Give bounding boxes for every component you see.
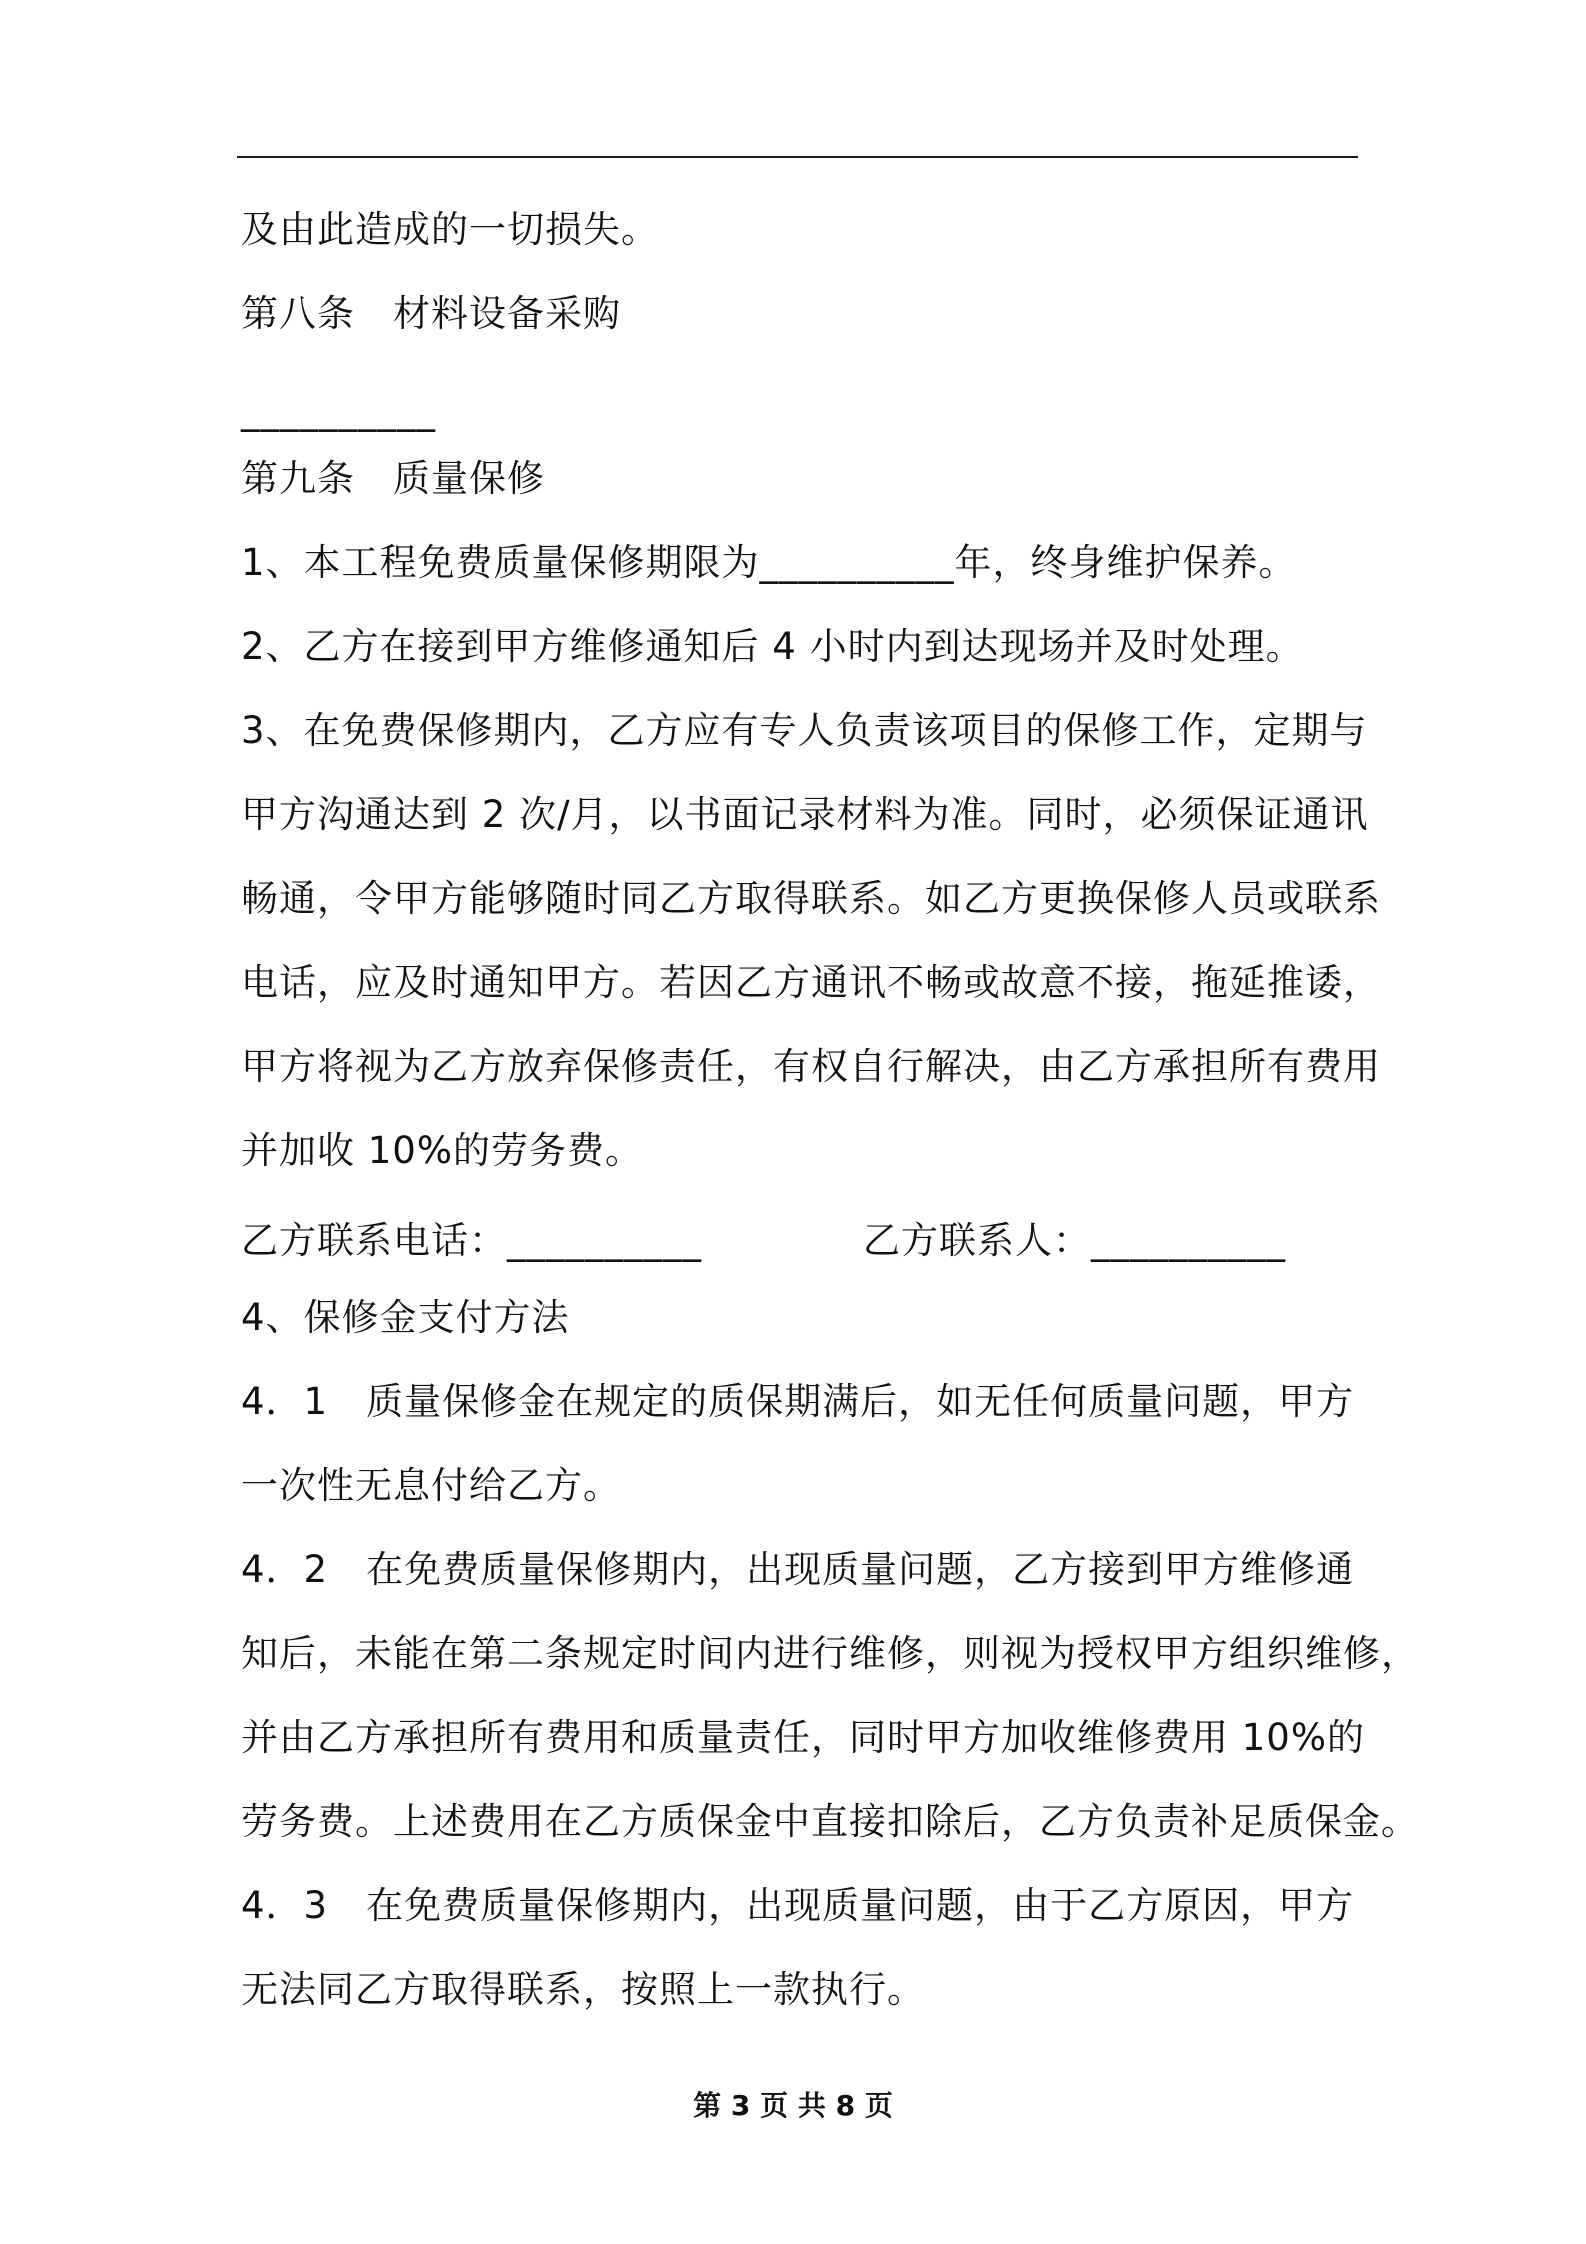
- page-footer: 第 3 页 共 8 页: [693, 2089, 893, 2122]
- clause-3-line: 甲方将视为乙方放弃保修责任，有权自行解决，由乙方承担所有费用: [241, 1045, 1381, 1088]
- clause-3-line: 甲方沟通达到 2 次/月，以书面记录材料为准。同时，必须保证通讯: [241, 793, 1369, 836]
- clause-2: 2、乙方在接到甲方维修通知后 4 小时内到达现场并及时处理。: [241, 625, 1304, 668]
- clause-4-heading: 4、保修金支付方法: [241, 1296, 570, 1339]
- contact-phone: 乙方联系电话：__________: [241, 1219, 702, 1262]
- clause-3-line: 电话，应及时通知甲方。若因乙方通讯不畅或故意不接，拖延推诿，: [241, 961, 1381, 1004]
- clause-4-2-line: 并由乙方承担所有费用和质量责任，同时甲方加收维修费用 10%的: [241, 1716, 1365, 1759]
- clause-1: 1、本工程免费质量保修期限为__________年，终身维护保养。: [241, 541, 1297, 584]
- text-line: 及由此造成的一切损失。: [241, 208, 659, 251]
- clause-4-1-line: 一次性无息付给乙方。: [241, 1464, 621, 1507]
- clause-4-2-line: 知后，未能在第二条规定时间内进行维修，则视为授权甲方组织维修，: [241, 1632, 1419, 1675]
- article-9-heading: 第九条 质量保修: [241, 457, 545, 500]
- header-rule: [237, 156, 1358, 158]
- clause-3-line: 畅通，令甲方能够随时同乙方取得联系。如乙方更换保修人员或联系: [241, 877, 1381, 920]
- clause-3-line: 3、在免费保修期内，乙方应有专人负责该项目的保修工作，定期与: [241, 709, 1368, 752]
- clause-4-1-line: 4．1 质量保修金在规定的质保期满后，如无任何质量问题，甲方: [241, 1380, 1355, 1423]
- article-8-heading: 第八条 材料设备采购: [241, 292, 621, 335]
- clause-4-3-line: 4．3 在免费质量保修期内，出现质量问题，由于乙方原因，甲方: [241, 1884, 1355, 1927]
- clause-4-2-line: 4．2 在免费质量保修期内，出现质量问题，乙方接到甲方维修通: [241, 1548, 1355, 1591]
- contact-person: 乙方联系人：__________: [863, 1219, 1286, 1262]
- clause-4-2-line: 劳务费。上述费用在乙方质保金中直接扣除后，乙方负责补足质保金。: [241, 1800, 1419, 1843]
- clause-4-3-line: 无法同乙方取得联系，按照上一款执行。: [241, 1968, 925, 2011]
- blank-line: __________: [241, 389, 436, 432]
- clause-3-line: 并加收 10%的劳务费。: [241, 1129, 643, 1172]
